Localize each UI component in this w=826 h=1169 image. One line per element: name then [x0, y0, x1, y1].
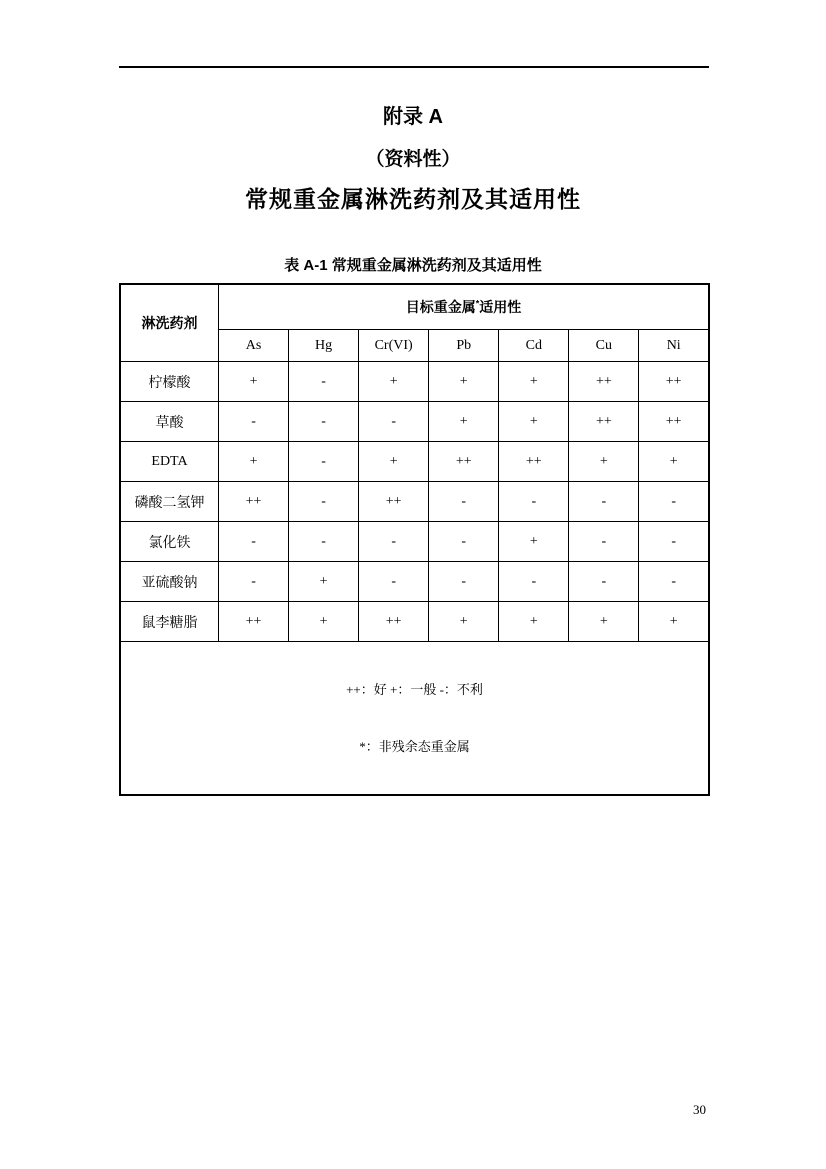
- agent-name: EDTA: [120, 442, 219, 482]
- table-caption: 表 A-1 常规重金属淋洗药剂及其适用性: [284, 257, 542, 274]
- suitability-value: ++: [219, 482, 289, 522]
- footnote-marker: *: [475, 298, 480, 309]
- metal-column-header: As: [219, 330, 289, 362]
- metal-column-header: Cr(VI): [359, 330, 429, 362]
- table-row: [120, 562, 709, 602]
- metal-column-header: Pb: [429, 330, 499, 362]
- table-row: [120, 602, 709, 642]
- suitability-value: ++: [639, 362, 709, 402]
- agent-name: 亚硫酸钠: [120, 562, 219, 602]
- suitability-value: +: [429, 602, 499, 642]
- suitability-value: +: [289, 562, 359, 602]
- table-row: [120, 522, 709, 562]
- table-header-row-group: [120, 284, 709, 330]
- suitability-value: -: [429, 522, 499, 562]
- table-row: [120, 402, 709, 442]
- agent-name: 草酸: [120, 402, 219, 442]
- suitability-value: +: [219, 442, 289, 482]
- agent-column-header: 淋洗药剂: [120, 284, 219, 362]
- agent-name: 氯化铁: [120, 522, 219, 562]
- suitability-value: -: [359, 522, 429, 562]
- table-row: [120, 362, 709, 402]
- metal-column-header: Cd: [499, 330, 569, 362]
- target-metals-prefix: 目标重金属: [405, 299, 476, 315]
- suitability-value: ++: [219, 602, 289, 642]
- suitability-value: ++: [499, 442, 569, 482]
- target-metals-group-header: [219, 284, 710, 330]
- suitability-value: -: [289, 402, 359, 442]
- suitability-value: -: [639, 522, 709, 562]
- page-number: 30: [693, 1102, 706, 1117]
- suitability-value: -: [219, 402, 289, 442]
- agent-name: 鼠李糖脂: [120, 602, 219, 642]
- footnote-note: *：非残余态重金属: [359, 739, 470, 754]
- header-rule: [119, 66, 709, 68]
- suitability-value: -: [289, 482, 359, 522]
- table-notes-row: [120, 642, 709, 796]
- suitability-value: -: [569, 562, 639, 602]
- suitability-value: +: [499, 522, 569, 562]
- agent-name: 磷酸二氢钾: [120, 482, 219, 522]
- suitability-value: -: [289, 442, 359, 482]
- agents-suitability-table: [119, 283, 710, 796]
- suitability-value: ++: [429, 442, 499, 482]
- suitability-value: +: [499, 362, 569, 402]
- table-row: [120, 442, 709, 482]
- suitability-value: +: [499, 402, 569, 442]
- metal-column-header: Cu: [569, 330, 639, 362]
- suitability-value: -: [359, 562, 429, 602]
- suitability-value: -: [569, 522, 639, 562]
- suitability-value: -: [219, 522, 289, 562]
- suitability-value: +: [499, 602, 569, 642]
- appendix-heading: 常规重金属淋洗药剂及其适用性: [245, 186, 581, 212]
- suitability-value: +: [219, 362, 289, 402]
- suitability-value: +: [429, 402, 499, 442]
- suitability-value: -: [429, 482, 499, 522]
- appendix-type-label: （资料性）: [365, 149, 461, 170]
- legend-note: ++：好 +：一般 -：不利: [346, 682, 483, 697]
- suitability-value: ++: [569, 402, 639, 442]
- suitability-value: +: [429, 362, 499, 402]
- suitability-value: -: [219, 562, 289, 602]
- agent-name: 柠檬酸: [120, 362, 219, 402]
- metal-column-header: Ni: [639, 330, 709, 362]
- suitability-value: -: [569, 482, 639, 522]
- suitability-value: +: [639, 442, 709, 482]
- agents-table-body: [120, 362, 709, 642]
- table-row: [120, 482, 709, 522]
- suitability-value: -: [499, 482, 569, 522]
- suitability-value: -: [639, 562, 709, 602]
- suitability-value: +: [569, 442, 639, 482]
- suitability-value: ++: [359, 602, 429, 642]
- table-notes-cell: [120, 642, 709, 796]
- suitability-value: +: [359, 362, 429, 402]
- target-metals-suffix: 适用性: [479, 299, 522, 315]
- suitability-value: +: [569, 602, 639, 642]
- suitability-value: +: [289, 602, 359, 642]
- metal-column-header: Hg: [289, 330, 359, 362]
- suitability-value: ++: [569, 362, 639, 402]
- suitability-value: ++: [639, 402, 709, 442]
- suitability-value: -: [499, 562, 569, 602]
- appendix-title: 附录 A: [383, 106, 443, 128]
- suitability-value: ++: [359, 482, 429, 522]
- suitability-value: -: [289, 522, 359, 562]
- suitability-value: -: [639, 482, 709, 522]
- suitability-value: +: [359, 442, 429, 482]
- suitability-value: -: [359, 402, 429, 442]
- suitability-value: +: [639, 602, 709, 642]
- suitability-value: -: [289, 362, 359, 402]
- suitability-value: -: [429, 562, 499, 602]
